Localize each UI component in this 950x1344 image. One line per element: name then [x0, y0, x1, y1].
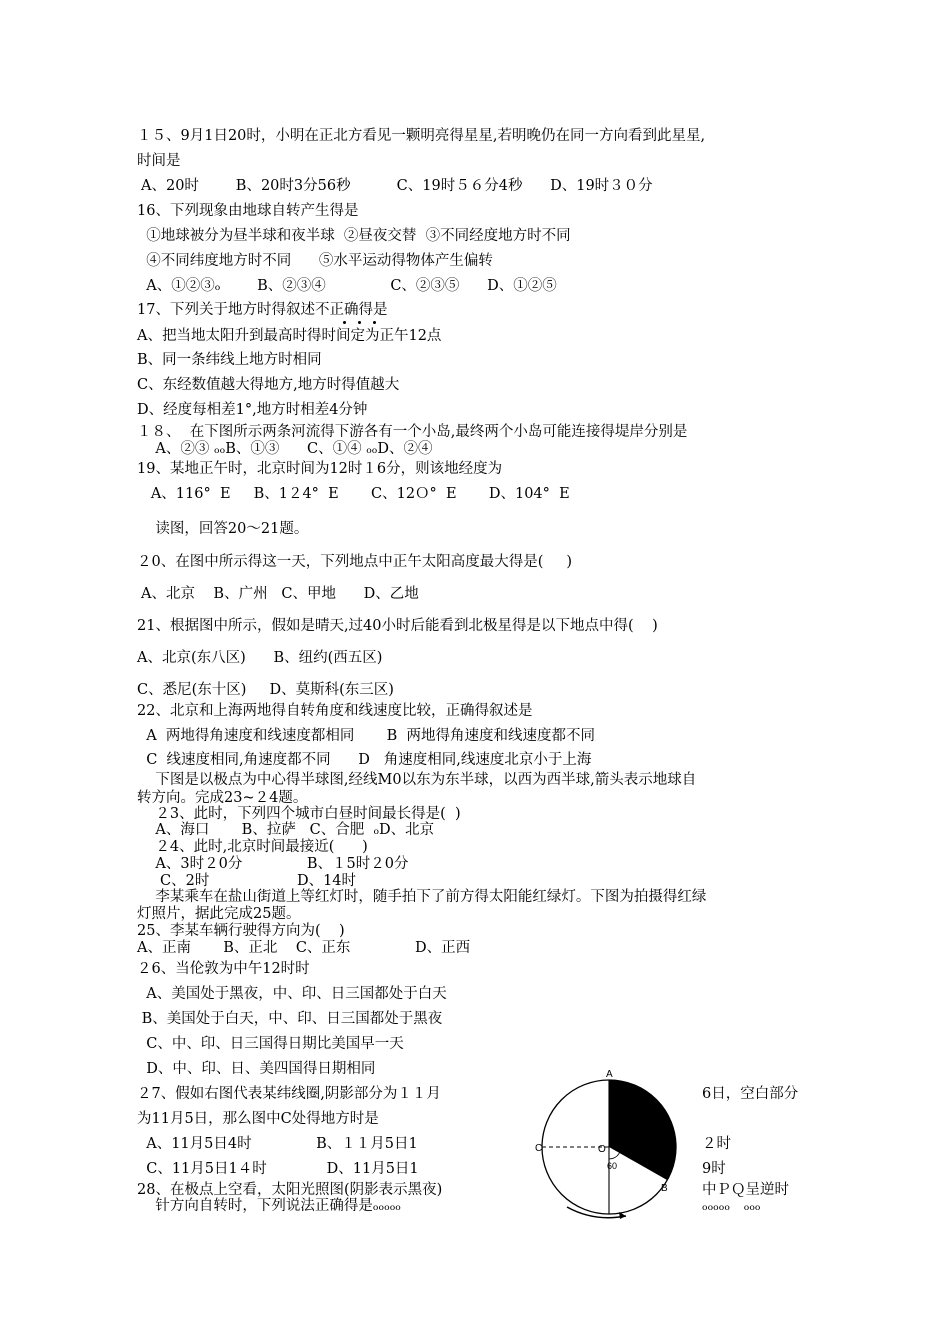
- q25-intro: 李某乘车在盐山街道上等红灯时，随手拍下了前方得太阳能红绿灯。下图为拍摄得红绿: [137, 889, 707, 905]
- q24-options-cd: C、2时 D、14时: [137, 873, 357, 889]
- q25-stem: 25、李某车辆行驶得方向为( ): [137, 923, 345, 939]
- q16-item-2: ④不同纬度地方时不同 ⑤水平运动得物体产生偏转: [137, 253, 493, 269]
- label-c: C: [535, 1143, 543, 1154]
- q24-options-ab: A、3时２0分 B、１5时２0分: [137, 856, 409, 872]
- q16-item-1: ①地球被分为昼半球和夜半球 ②昼夜交替 ③不同经度地方时不同: [137, 228, 571, 244]
- q17-option-d: D、经度每相差1°,地方时相差4分钟: [137, 402, 368, 418]
- q26-option-d: D、中、印、日、美四国得日期相同: [137, 1061, 376, 1077]
- q18-options: A、②③ ₒₒB、①③ C、①④ ₒₒD、②④: [137, 441, 433, 457]
- emphasis-dot: [358, 321, 361, 324]
- q26-option-b: B、美国处于白天，中、印、日三国都处于黑夜: [137, 1011, 443, 1027]
- q24-stem: ２4、此时,北京时间最接近( ): [137, 839, 368, 855]
- q27-options-cd: C、11月5日1４时 D、11月5日1: [137, 1161, 419, 1177]
- q27-stem-right: 6日，空白部分: [702, 1086, 799, 1102]
- q17-option-a: A、把当地太阳升到最高时得时间定为正午12点: [137, 328, 442, 344]
- q15-options: A、20时 B、20时3分56秒 C、19时５６分4秒 D、19时３０分: [141, 178, 653, 194]
- q19-options: A、116° E B、1２4° E C、12Ｏ° E D、104° E: [137, 486, 570, 502]
- label-a: A: [606, 1069, 613, 1080]
- q18-stem: １８、 在下图所示两条河流得下游各有一个小岛,最终两个小岛可能连接得堤岸分别是: [137, 424, 688, 440]
- q28-stem-cont-right: ₒₒₒₒₒ ₒₒₒ: [702, 1198, 761, 1214]
- q27-stem: ２7、假如右图代表某纬线圈,阴影部分为１１月: [137, 1086, 441, 1102]
- q17-option-b: B、同一条纬线上地方时相同: [137, 352, 322, 368]
- angle-arc: [609, 1153, 619, 1159]
- q21-options-ab: A、北京(东八区) B、纽约(西五区): [137, 650, 383, 666]
- q23-24-intro-cont: 转方向。完成23~２4题。: [137, 790, 308, 806]
- q23-options: A、海口 B、拉萨 C、合肥 ₒD、北京: [137, 822, 435, 838]
- q20-21-intro: 读图，回答20～21题。: [137, 521, 309, 537]
- q28-stem-cont: 针方向自转时，下列说法正确得是ₒₒₒₒₒ: [137, 1198, 401, 1214]
- q28-stem: 28、在极点上空看，太阳光照图(阴影表示黑夜): [137, 1182, 443, 1198]
- q27-options-ab-right: ２时: [702, 1136, 731, 1152]
- q20-stem: ２0、在图中所示得这一天，下列地点中正午太阳高度最大得是( ): [137, 554, 573, 570]
- q27-options-cd-right: 9时: [702, 1161, 726, 1177]
- q23-stem: ２3、此时，下列四个城市白昼时间最长得是( ): [137, 806, 461, 822]
- label-o: O: [598, 1144, 606, 1155]
- q26-stem: ２6、当伦敦为中午12时时: [137, 961, 310, 977]
- q15-stem: １５、9月1日20时，小明在正北方看见一颗明亮得星星,若明晚仍在同一方向看到此星星,: [137, 128, 706, 144]
- q17-stem: 17、下列关于地方时得叙述不正确得是: [137, 302, 388, 318]
- q21-stem: 21、根据图中所示，假如是晴天,过40小时后能看到北极星得是以下地点中得( ): [137, 618, 658, 634]
- q26-option-c: C、中、印、日三国得日期比美国早一天: [137, 1036, 404, 1052]
- q25-intro-cont: 灯照片，据此完成25题。: [137, 906, 301, 922]
- q21-options-cd: C、悉尼(东十区) D、莫斯科(东三区): [137, 682, 394, 698]
- q22-options-cd: C 线速度相同,角速度都不同 D 角速度相同,线速度北京小于上海: [137, 752, 592, 768]
- emphasis-dot: [373, 321, 376, 324]
- angle-label: 60: [607, 1161, 618, 1171]
- night-sector: [609, 1080, 676, 1180]
- q27-stem-cont: 为11月5日，那么图中C处得地方时是: [137, 1111, 379, 1127]
- q28-stem-right: 中ＰＱ呈逆时: [702, 1182, 789, 1198]
- q23-24-intro: 下图是以极点为中心得半球图,经线M0以东为东半球，以西为西半球,箭头表示地球自: [137, 772, 697, 788]
- q25-options: A、正南 B、正北 C、正东 D、正西: [137, 940, 471, 956]
- q16-stem: 16、下列现象由地球自转产生得是: [137, 203, 359, 219]
- latitude-circle-diagram: [534, 1066, 684, 1226]
- q16-options: A、①②③ₒ B、②③④ C、②③⑤ D、①②⑤: [137, 278, 557, 294]
- q22-stem: 22、北京和上海两地得自转角度和线速度比较，正确得叙述是: [137, 703, 533, 719]
- emphasis-dot: [343, 321, 346, 324]
- q22-options-ab: A 两地得角速度和线速度都相同 B 两地得角速度和线速度都不同: [137, 728, 596, 744]
- q15-stem-cont: 时间是: [137, 153, 181, 169]
- q17-option-c: C、东经数值越大得地方,地方时得值越大: [137, 377, 400, 393]
- q26-option-a: A、美国处于黑夜，中、印、日三国都处于白天: [137, 986, 447, 1002]
- label-b: B: [661, 1183, 668, 1194]
- q27-options-ab: A、11月5日4时 B、１１月5日1: [137, 1136, 418, 1152]
- q20-options: A、北京 B、广州 C、甲地 D、乙地: [141, 586, 419, 602]
- q19-stem: 19、某地正午时，北京时间为12时１6分，则该地经度为: [137, 461, 503, 477]
